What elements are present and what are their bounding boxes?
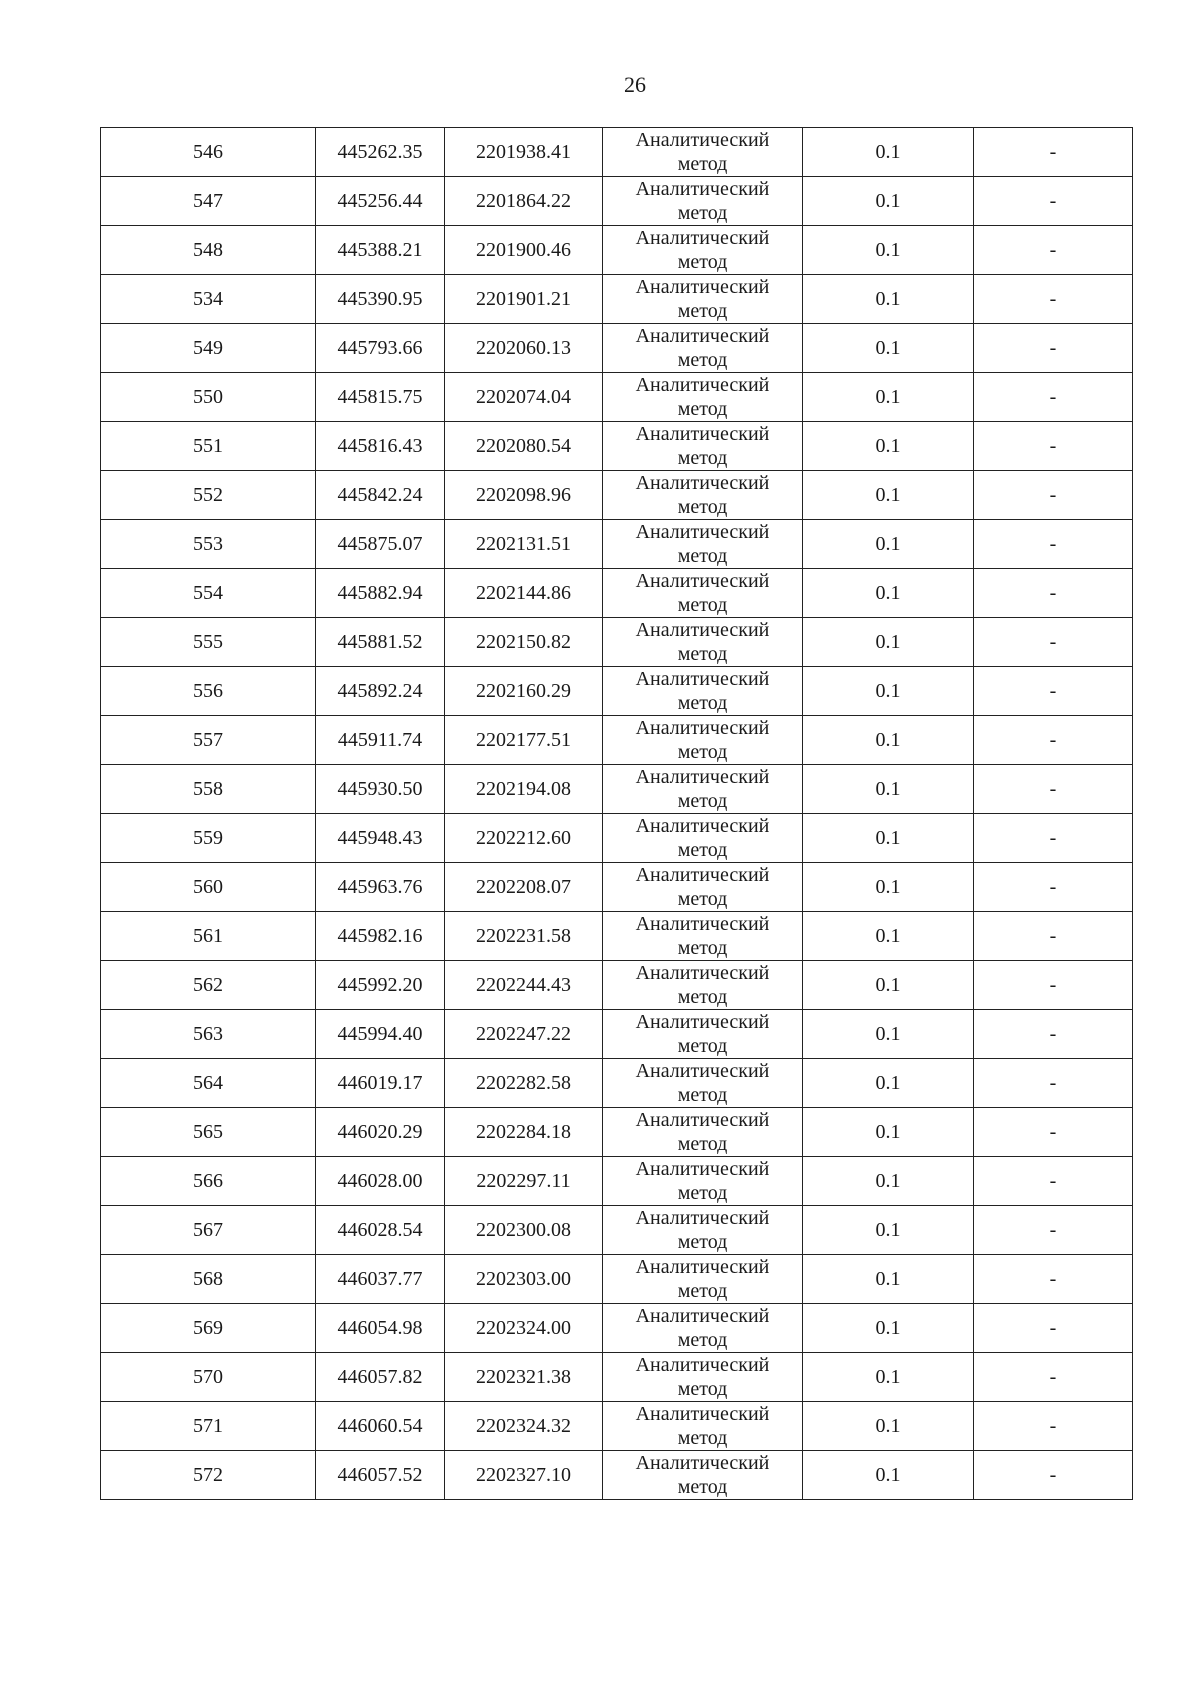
method-label-line2: метод [677,986,728,1008]
note-cell: - [974,324,1133,373]
note-cell: - [974,1059,1133,1108]
method-label-line1: Аналитический [635,276,770,298]
note-cell: - [974,1304,1133,1353]
note-cell: - [974,1353,1133,1402]
method-cell [603,1255,803,1304]
x-coordinate-cell: 445793.66 [316,324,445,373]
y-coordinate-cell: 2202098.96 [445,471,603,520]
method-label-line2: метод [677,643,728,665]
note-cell: - [974,128,1133,177]
accuracy-cell: 0.1 [803,716,974,765]
point-number-cell: 569 [101,1304,316,1353]
accuracy-cell: 0.1 [803,520,974,569]
x-coordinate-cell: 446054.98 [316,1304,445,1353]
point-number-cell: 534 [101,275,316,324]
y-coordinate-cell: 2202284.18 [445,1108,603,1157]
point-number-cell: 556 [101,667,316,716]
method-label-line1: Аналитический [635,1354,770,1376]
table-row [101,373,1133,422]
table-row [101,128,1133,177]
accuracy-cell: 0.1 [803,177,974,226]
method-cell [603,275,803,324]
point-number-cell: 567 [101,1206,316,1255]
y-coordinate-cell: 2202282.58 [445,1059,603,1108]
x-coordinate-cell: 445815.75 [316,373,445,422]
method-cell [603,177,803,226]
x-coordinate-cell: 445842.24 [316,471,445,520]
accuracy-cell: 0.1 [803,1108,974,1157]
point-number-cell: 570 [101,1353,316,1402]
method-cell [603,1402,803,1451]
method-cell [603,667,803,716]
x-coordinate-cell: 445881.52 [316,618,445,667]
y-coordinate-cell: 2202247.22 [445,1010,603,1059]
y-coordinate-cell: 2202231.58 [445,912,603,961]
accuracy-cell: 0.1 [803,324,974,373]
table-row [101,275,1133,324]
y-coordinate-cell: 2202194.08 [445,765,603,814]
note-cell: - [974,1108,1133,1157]
method-cell [603,520,803,569]
accuracy-cell: 0.1 [803,1206,974,1255]
y-coordinate-cell: 2202324.00 [445,1304,603,1353]
coordinates-table [100,127,1133,1500]
method-cell [603,1108,803,1157]
method-label-line2: метод [677,447,728,469]
accuracy-cell: 0.1 [803,1402,974,1451]
point-number-cell: 565 [101,1108,316,1157]
table-row [101,1451,1133,1500]
point-number-cell: 557 [101,716,316,765]
y-coordinate-cell: 2202297.11 [445,1157,603,1206]
note-cell: - [974,1402,1133,1451]
point-number-cell: 546 [101,128,316,177]
table-row [101,961,1133,1010]
note-cell: - [974,1255,1133,1304]
table-row [101,618,1133,667]
table-row [101,1206,1133,1255]
note-cell: - [974,520,1133,569]
method-cell [603,716,803,765]
table-row [101,226,1133,275]
point-number-cell: 555 [101,618,316,667]
method-label-line2: метод [677,1231,728,1253]
y-coordinate-cell: 2202080.54 [445,422,603,471]
method-cell [603,324,803,373]
method-label-line2: метод [677,839,728,861]
table-row [101,667,1133,716]
method-label-line2: метод [677,1280,728,1302]
note-cell: - [974,667,1133,716]
note-cell: - [974,618,1133,667]
x-coordinate-cell: 445992.20 [316,961,445,1010]
point-number-cell: 554 [101,569,316,618]
x-coordinate-cell: 445388.21 [316,226,445,275]
x-coordinate-cell: 445816.43 [316,422,445,471]
point-number-cell: 560 [101,863,316,912]
y-coordinate-cell: 2202150.82 [445,618,603,667]
method-cell [603,471,803,520]
note-cell: - [974,1451,1133,1500]
table-row [101,177,1133,226]
method-label-line2: метод [677,251,728,273]
y-coordinate-cell: 2202303.00 [445,1255,603,1304]
table-row [101,1059,1133,1108]
y-coordinate-cell: 2201901.21 [445,275,603,324]
method-label-line1: Аналитический [635,962,770,984]
method-cell [603,569,803,618]
method-label-line1: Аналитический [635,1452,770,1474]
note-cell: - [974,716,1133,765]
table-row [101,814,1133,863]
method-label-line2: метод [677,1035,728,1057]
y-coordinate-cell: 2202244.43 [445,961,603,1010]
y-coordinate-cell: 2201938.41 [445,128,603,177]
x-coordinate-cell: 446037.77 [316,1255,445,1304]
note-cell: - [974,961,1133,1010]
page-number: 26 [624,72,646,97]
accuracy-cell: 0.1 [803,1157,974,1206]
table-row [101,520,1133,569]
note-cell: - [974,912,1133,961]
table-row [101,1304,1133,1353]
method-label-line1: Аналитический [635,1060,770,1082]
x-coordinate-cell: 446028.54 [316,1206,445,1255]
table-row [101,863,1133,912]
point-number-cell: 561 [101,912,316,961]
table-row [101,1108,1133,1157]
x-coordinate-cell: 445892.24 [316,667,445,716]
x-coordinate-cell: 445930.50 [316,765,445,814]
y-coordinate-cell: 2202074.04 [445,373,603,422]
method-label-line2: метод [677,545,728,567]
y-coordinate-cell: 2202144.86 [445,569,603,618]
method-cell [603,1206,803,1255]
point-number-cell: 562 [101,961,316,1010]
y-coordinate-cell: 2202300.08 [445,1206,603,1255]
y-coordinate-cell: 2202131.51 [445,520,603,569]
method-label-line2: метод [677,1182,728,1204]
accuracy-cell: 0.1 [803,1059,974,1108]
x-coordinate-cell: 445875.07 [316,520,445,569]
method-label-line2: метод [677,496,728,518]
method-label-line2: метод [677,202,728,224]
method-label-line1: Аналитический [635,423,770,445]
method-label-line2: метод [677,153,728,175]
method-label-line2: метод [677,398,728,420]
point-number-cell: 572 [101,1451,316,1500]
point-number-cell: 568 [101,1255,316,1304]
note-cell: - [974,177,1133,226]
table-row [101,324,1133,373]
method-label-line2: метод [677,741,728,763]
table-row [101,765,1133,814]
point-number-cell: 564 [101,1059,316,1108]
method-cell [603,1157,803,1206]
method-label-line1: Аналитический [635,1403,770,1425]
method-cell [603,961,803,1010]
y-coordinate-cell: 2202324.32 [445,1402,603,1451]
accuracy-cell: 0.1 [803,667,974,716]
y-coordinate-cell: 2202208.07 [445,863,603,912]
x-coordinate-cell: 445963.76 [316,863,445,912]
accuracy-cell: 0.1 [803,128,974,177]
note-cell: - [974,373,1133,422]
accuracy-cell: 0.1 [803,863,974,912]
method-label-line1: Аналитический [635,815,770,837]
method-label-line1: Аналитический [635,913,770,935]
x-coordinate-cell: 445390.95 [316,275,445,324]
accuracy-cell: 0.1 [803,275,974,324]
y-coordinate-cell: 2202160.29 [445,667,603,716]
method-label-line2: метод [677,1378,728,1400]
method-label-line1: Аналитический [635,1256,770,1278]
method-cell [603,1304,803,1353]
method-label-line1: Аналитический [635,1305,770,1327]
y-coordinate-cell: 2201864.22 [445,177,603,226]
note-cell: - [974,422,1133,471]
note-cell: - [974,569,1133,618]
method-cell [603,373,803,422]
note-cell: - [974,814,1133,863]
accuracy-cell: 0.1 [803,422,974,471]
y-coordinate-cell: 2202321.38 [445,1353,603,1402]
note-cell: - [974,1206,1133,1255]
x-coordinate-cell: 446019.17 [316,1059,445,1108]
y-coordinate-cell: 2202327.10 [445,1451,603,1500]
method-cell [603,226,803,275]
x-coordinate-cell: 446020.29 [316,1108,445,1157]
x-coordinate-cell: 446057.52 [316,1451,445,1500]
method-label-line1: Аналитический [635,1109,770,1131]
method-label-line2: метод [677,1476,728,1498]
accuracy-cell: 0.1 [803,373,974,422]
note-cell: - [974,1010,1133,1059]
method-label-line1: Аналитический [635,227,770,249]
method-label-line2: метод [677,1329,728,1351]
method-label-line2: метод [677,349,728,371]
point-number-cell: 553 [101,520,316,569]
method-label-line2: метод [677,937,728,959]
method-label-line1: Аналитический [635,374,770,396]
method-cell [603,912,803,961]
method-label-line2: метод [677,594,728,616]
table-row [101,912,1133,961]
note-cell: - [974,471,1133,520]
method-label-line2: метод [677,888,728,910]
method-label-line2: метод [677,1427,728,1449]
x-coordinate-cell: 445982.16 [316,912,445,961]
method-label-line1: Аналитический [635,1158,770,1180]
method-cell [603,1010,803,1059]
point-number-cell: 571 [101,1402,316,1451]
accuracy-cell: 0.1 [803,1010,974,1059]
method-label-line2: метод [677,692,728,714]
method-cell [603,1353,803,1402]
point-number-cell: 559 [101,814,316,863]
method-label-line1: Аналитический [635,766,770,788]
table-row [101,422,1133,471]
method-cell [603,765,803,814]
accuracy-cell: 0.1 [803,1255,974,1304]
table-row [101,716,1133,765]
note-cell: - [974,1157,1133,1206]
point-number-cell: 566 [101,1157,316,1206]
x-coordinate-cell: 445911.74 [316,716,445,765]
point-number-cell: 547 [101,177,316,226]
method-label-line1: Аналитический [635,668,770,690]
method-cell [603,863,803,912]
method-cell [603,128,803,177]
method-label-line1: Аналитический [635,521,770,543]
note-cell: - [974,765,1133,814]
note-cell: - [974,275,1133,324]
method-cell [603,1059,803,1108]
coordinates-table-body [101,128,1133,1500]
table-row [101,1157,1133,1206]
point-number-cell: 558 [101,765,316,814]
table-row [101,1402,1133,1451]
table-row [101,471,1133,520]
x-coordinate-cell: 445256.44 [316,177,445,226]
accuracy-cell: 0.1 [803,471,974,520]
x-coordinate-cell: 446057.82 [316,1353,445,1402]
method-label-line2: метод [677,1133,728,1155]
accuracy-cell: 0.1 [803,961,974,1010]
method-label-line1: Аналитический [635,178,770,200]
method-label-line1: Аналитический [635,619,770,641]
method-label-line1: Аналитический [635,570,770,592]
x-coordinate-cell: 445994.40 [316,1010,445,1059]
point-number-cell: 551 [101,422,316,471]
point-number-cell: 548 [101,226,316,275]
note-cell: - [974,226,1133,275]
method-label-line2: метод [677,1084,728,1106]
accuracy-cell: 0.1 [803,1451,974,1500]
accuracy-cell: 0.1 [803,569,974,618]
point-number-cell: 549 [101,324,316,373]
point-number-cell: 563 [101,1010,316,1059]
point-number-cell: 552 [101,471,316,520]
accuracy-cell: 0.1 [803,912,974,961]
method-label-line2: метод [677,790,728,812]
method-cell [603,1451,803,1500]
y-coordinate-cell: 2201900.46 [445,226,603,275]
y-coordinate-cell: 2202060.13 [445,324,603,373]
accuracy-cell: 0.1 [803,765,974,814]
x-coordinate-cell: 445948.43 [316,814,445,863]
method-label-line1: Аналитический [635,717,770,739]
accuracy-cell: 0.1 [803,618,974,667]
x-coordinate-cell: 445882.94 [316,569,445,618]
accuracy-cell: 0.1 [803,814,974,863]
table-row [101,1255,1133,1304]
x-coordinate-cell: 446060.54 [316,1402,445,1451]
table-row [101,1353,1133,1402]
table-row [101,569,1133,618]
accuracy-cell: 0.1 [803,1353,974,1402]
x-coordinate-cell: 446028.00 [316,1157,445,1206]
method-label-line1: Аналитический [635,472,770,494]
method-cell [603,618,803,667]
accuracy-cell: 0.1 [803,226,974,275]
note-cell: - [974,863,1133,912]
accuracy-cell: 0.1 [803,1304,974,1353]
method-label-line1: Аналитический [635,129,770,151]
method-label-line1: Аналитический [635,1207,770,1229]
y-coordinate-cell: 2202177.51 [445,716,603,765]
y-coordinate-cell: 2202212.60 [445,814,603,863]
method-cell [603,814,803,863]
point-number-cell: 550 [101,373,316,422]
method-label-line1: Аналитический [635,1011,770,1033]
method-label-line1: Аналитический [635,864,770,886]
method-label-line2: метод [677,300,728,322]
method-label-line1: Аналитический [635,325,770,347]
x-coordinate-cell: 445262.35 [316,128,445,177]
method-cell [603,422,803,471]
table-row [101,1010,1133,1059]
